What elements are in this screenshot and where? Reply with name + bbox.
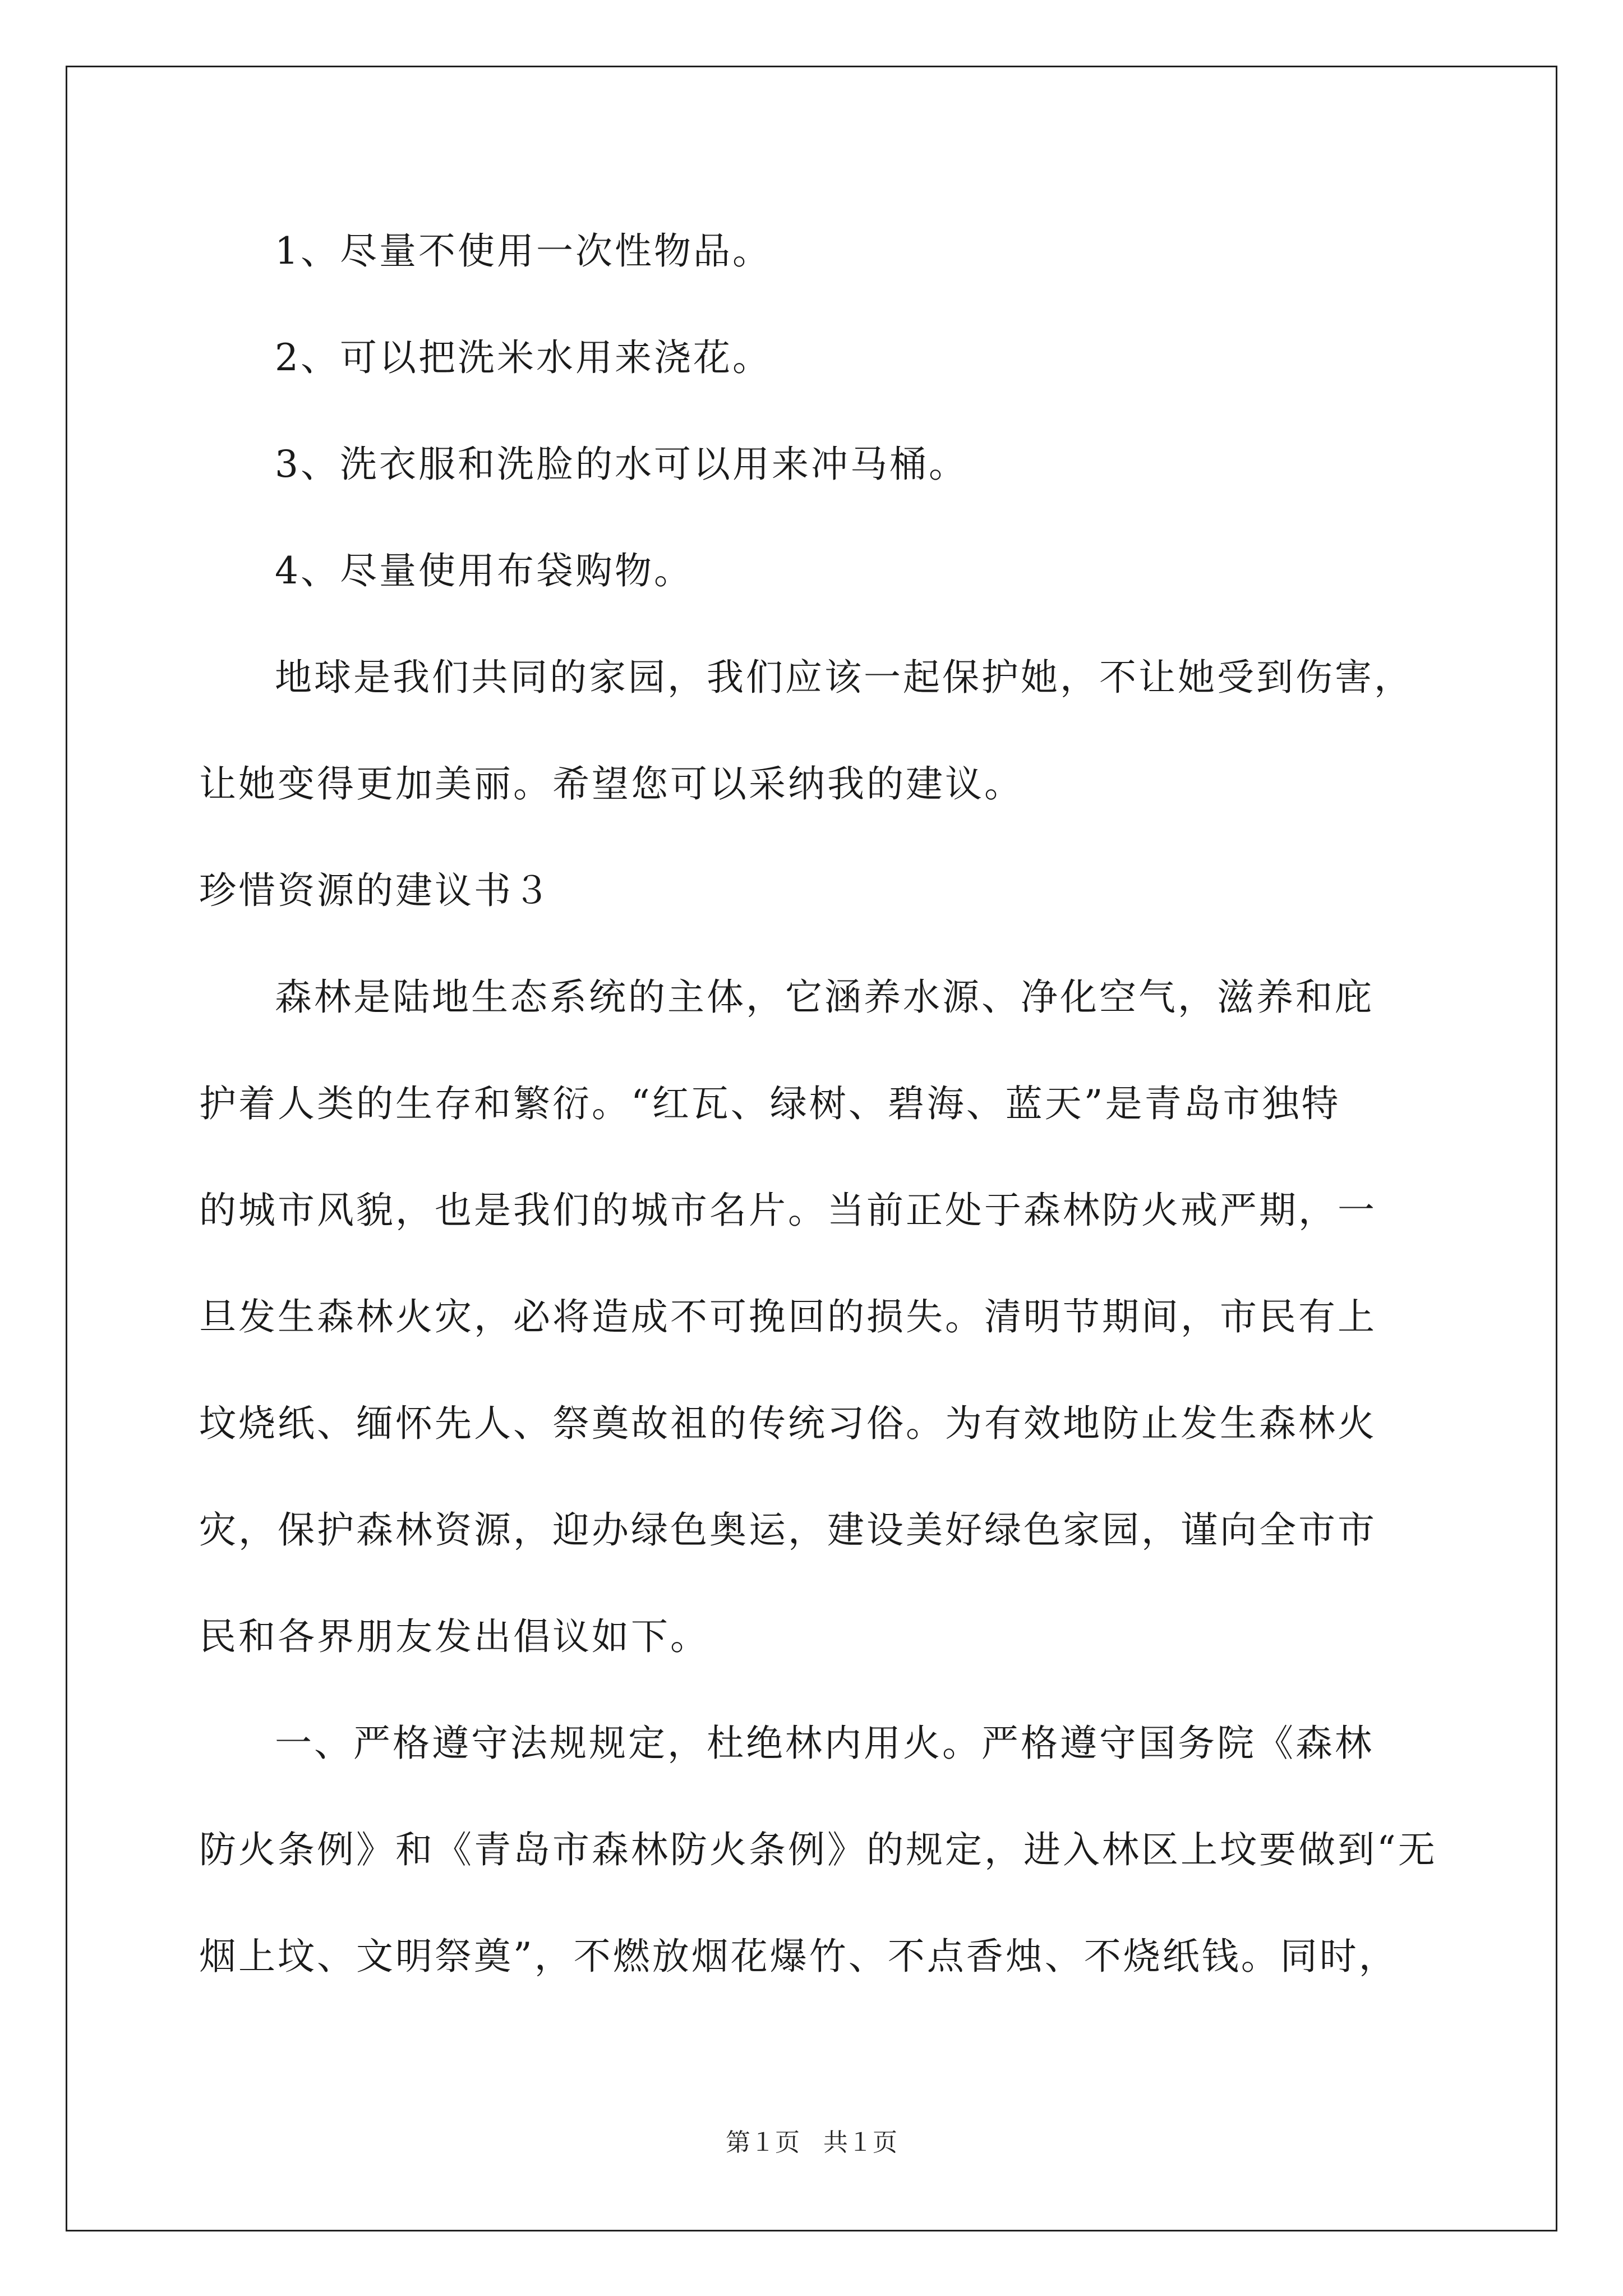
page-frame	[66, 66, 1557, 2231]
section-title: 珍惜资源的建议书３	[199, 869, 552, 912]
closing-line-2: 让她变得更加美丽。希望您可以采纳我的建议。	[199, 762, 1023, 806]
paragraph1-line-3: 的城市风貌，也是我们的城市名片。当前正处于森林防火戒严期，一	[199, 1189, 1377, 1232]
list-item-2: 2、可以把洗米水用来浇花。	[275, 336, 772, 379]
paragraph2-line-3: 烟上坟、文明祭奠”，不燃放烟花爆竹、不点香烛、不烧纸钱。同时，	[199, 1935, 1398, 1978]
page-footer: 第１页 共１页	[726, 2128, 897, 2157]
paragraph1-line-2: 护着人类的生存和繁衍。“红瓦、绿树、碧海、蓝天”是青岛市独特	[199, 1082, 1341, 1125]
paragraph1-line-4: 旦发生森林火灾，必将造成不可挽回的损失。清明节期间，市民有上	[199, 1295, 1377, 1338]
closing-line-1: 地球是我们共同的家园，我们应该一起保护她，不让她受到伤害，	[275, 656, 1413, 699]
paragraph1-line-5: 坟烧纸、缅怀先人、祭奠故祖的传统习俗。为有效地防止发生森林火	[199, 1402, 1377, 1445]
paragraph1-line-6: 灾，保护森林资源，迎办绿色奥运，建设美好绿色家园，谨向全市市	[199, 1508, 1377, 1552]
list-item-1: 1、尽量不使用一次性物品。	[275, 229, 772, 273]
paragraph2-line-2: 防火条例》和《青岛市森林防火条例》的规定，进入林区上坟要做到“无	[199, 1828, 1437, 1871]
paragraph1-line-7: 民和各界朋友发出倡议如下。	[199, 1615, 709, 1658]
list-item-3: 3、洗衣服和洗脸的水可以用来冲马桶。	[275, 443, 968, 486]
paragraph2-line-1: 一、严格遵守法规规定，杜绝林内用火。严格遵守国务院《森林	[275, 1722, 1374, 1765]
list-item-4: 4、尽量使用布袋购物。	[275, 549, 693, 592]
paragraph1-line-1: 森林是陆地生态系统的主体，它涵养水源、净化空气，滋养和庇	[275, 976, 1374, 1019]
